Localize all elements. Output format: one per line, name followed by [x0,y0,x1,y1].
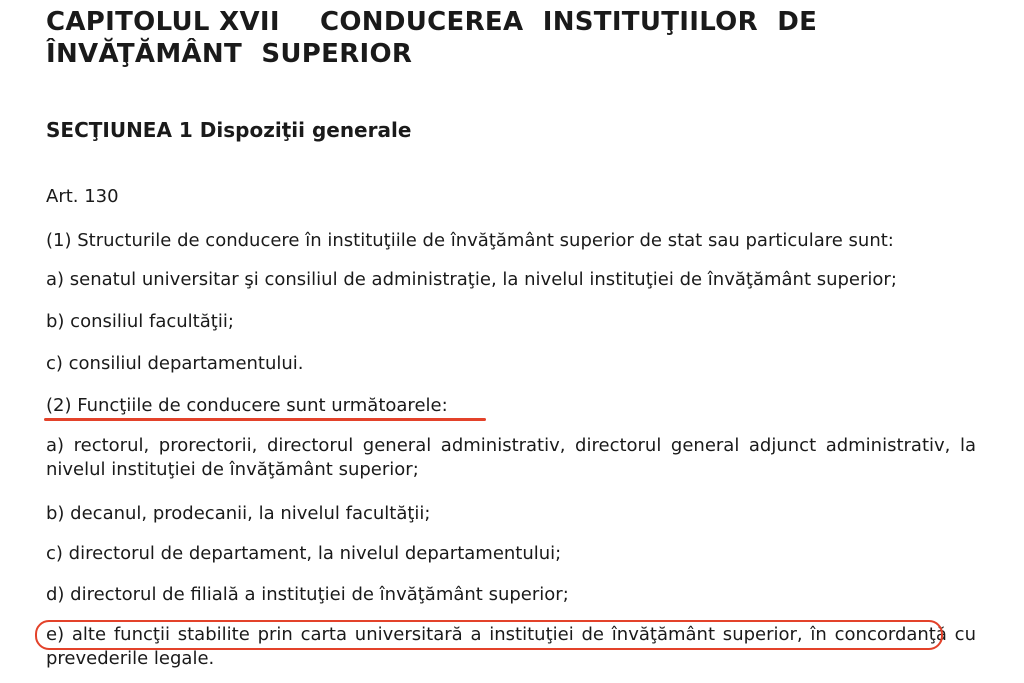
paragraph-2: (2) Funcţiile de conducere sunt următoarele: [46,395,448,416]
chapter-title: CONDUCEREA INSTITUŢIILOR DE ÎNVĂŢĂMÂNT SUPERIOR [46,7,818,69]
section-heading: SECŢIUNEA 1 Dispoziţii generale [46,118,412,142]
chapter-number: CAPITOLUL XVII [46,7,280,37]
paragraph-1: (1) Structurile de conducere în instituţiile de învăţământ superior de stat sau particulare sunt: [46,230,894,251]
highlight-oval [35,620,943,650]
list-item-1a: a) senatul universitar şi consiliul de administraţie, la nivelul instituţiei de învăţământ superior; [46,269,897,290]
list-item-2e: e) alte funcţii stabilite prin carta universitară a instituţiei de învăţământ superior, în concordanţă cu prevederile legale. [46,624,976,669]
list-item-1c: c) consiliul departamentului. [46,353,304,374]
chapter-heading [46,6,976,70]
highlight-underline [44,418,486,421]
list-item-2c: c) directorul de departament, la nivelul departamentului; [46,543,562,564]
list-item-2d: d) directorul de filială a instituţiei de învăţământ superior; [46,584,569,605]
article-number: Art. 130 [46,186,119,207]
list-item-2b: b) decanul, prodecanii, la nivelul facultăţii; [46,503,431,524]
list-item-1b: b) consiliul facultăţii; [46,311,234,332]
list-item-2a: a) rectorul, prorectorii, directorul general administrativ, directorul general adjunct administrativ, la nivelul instituţiei de învăţământ superior; [46,435,976,480]
